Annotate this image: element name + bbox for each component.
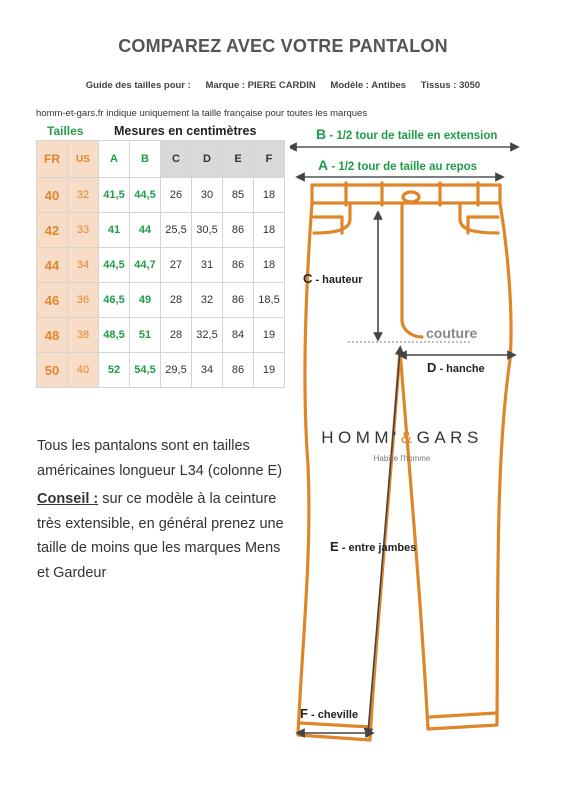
- column-header: C: [161, 141, 192, 178]
- table-cell: 54,5: [130, 353, 161, 388]
- table-cell: 40: [37, 178, 68, 213]
- column-header: F: [254, 141, 285, 178]
- column-header: FR: [37, 141, 68, 178]
- guide-label: Guide des tailles pour :: [85, 80, 191, 91]
- table-cell: 30: [192, 178, 223, 213]
- size-guide-info: [0, 80, 566, 91]
- table-cell: 86: [223, 248, 254, 283]
- column-header: D: [192, 141, 223, 178]
- table-cell: 26: [161, 178, 192, 213]
- label-measure-a: A - 1/2 tour de taille au repos: [318, 157, 478, 173]
- table-cell: 86: [223, 353, 254, 388]
- table-row: [37, 213, 285, 248]
- table-cell: 28: [161, 283, 192, 318]
- table-cell: 46,5: [99, 283, 130, 318]
- table-cell: 42: [37, 213, 68, 248]
- table-cell: 34: [68, 248, 99, 283]
- label-measure-f: F - cheville: [300, 706, 359, 721]
- brand-logo: HOMM'&GARS: [321, 428, 483, 447]
- site-note: homm-et-gars.fr indique uniquement la taille française pour toutes les marques: [36, 108, 368, 119]
- table-cell: 18: [254, 248, 285, 283]
- table-cell: 19: [254, 353, 285, 388]
- table-cell: 25,5: [161, 213, 192, 248]
- table-cell: 86: [223, 283, 254, 318]
- table-row: [37, 248, 285, 283]
- conseil-text: sur ce modèle à la ceinture très extensible, en général prenez une taille de moins que les marques Mens et Gardeur: [37, 491, 284, 581]
- table-cell: 18,5: [254, 283, 285, 318]
- table-cell: 50: [37, 353, 68, 388]
- table-cell: 48: [37, 318, 68, 353]
- table-cell: 33: [68, 213, 99, 248]
- table-row: [37, 353, 285, 388]
- notes-block: [37, 434, 287, 589]
- table-cell: 38: [68, 318, 99, 353]
- column-header: B: [130, 141, 161, 178]
- table-cell: 49: [130, 283, 161, 318]
- conseil-label: Conseil :: [37, 491, 99, 507]
- table-cell: 32,5: [192, 318, 223, 353]
- guide-fabric: Tissus : 3050: [420, 80, 481, 91]
- column-header: E: [223, 141, 254, 178]
- table-cell: 44: [37, 248, 68, 283]
- table-cell: 44: [130, 213, 161, 248]
- label-mesures: Mesures en centimètres: [114, 124, 257, 138]
- label-tailles: Tailles: [47, 124, 84, 138]
- table-cell: 40: [68, 353, 99, 388]
- table-cell: 44,5: [99, 248, 130, 283]
- label-measure-e: E - entre jambes: [330, 539, 417, 554]
- label-couture: couture: [426, 325, 478, 341]
- table-cell: 32: [192, 283, 223, 318]
- table-row: [37, 318, 285, 353]
- table-cell: 32: [68, 178, 99, 213]
- table-cell: 36: [68, 283, 99, 318]
- table-row: [37, 283, 285, 318]
- table-cell: 46: [37, 283, 68, 318]
- table-header-row: [37, 141, 285, 178]
- table-cell: 48,5: [99, 318, 130, 353]
- table-cell: 19: [254, 318, 285, 353]
- table-cell: 18: [254, 178, 285, 213]
- table-cell: 85: [223, 178, 254, 213]
- table-cell: 18: [254, 213, 285, 248]
- table-cell: 86: [223, 213, 254, 248]
- table-cell: 41: [99, 213, 130, 248]
- label-measure-d: D - hanche: [427, 360, 485, 375]
- guide-brand: Marque : PIERE CARDIN: [205, 80, 316, 91]
- table-cell: 51: [130, 318, 161, 353]
- table-cell: 44,7: [130, 248, 161, 283]
- table-cell: 28: [161, 318, 192, 353]
- table-cell: 29,5: [161, 353, 192, 388]
- guide-model: Modèle : Antibes: [330, 80, 407, 91]
- table-cell: 41,5: [99, 178, 130, 213]
- size-table: [36, 140, 285, 388]
- page-title: COMPAREZ AVEC VOTRE PANTALON: [118, 36, 448, 56]
- label-measure-b: B - 1/2 tour de taille en extension: [316, 126, 498, 142]
- conseil-paragraph: [37, 487, 287, 585]
- notes-paragraph: Tous les pantalons sont en tailles américaines longueur L34 (colonne E): [37, 438, 283, 479]
- table-cell: 30,5: [192, 213, 223, 248]
- brand-tagline: Habille l'homme: [373, 454, 431, 463]
- table-row: [37, 178, 285, 213]
- table-cell: 34: [192, 353, 223, 388]
- table-cell: 27: [161, 248, 192, 283]
- column-header: US: [68, 141, 99, 178]
- column-header: A: [99, 141, 130, 178]
- table-cell: 52: [99, 353, 130, 388]
- table-cell: 31: [192, 248, 223, 283]
- label-measure-c: C - hauteur: [303, 271, 363, 286]
- table-cell: 84: [223, 318, 254, 353]
- table-cell: 44,5: [130, 178, 161, 213]
